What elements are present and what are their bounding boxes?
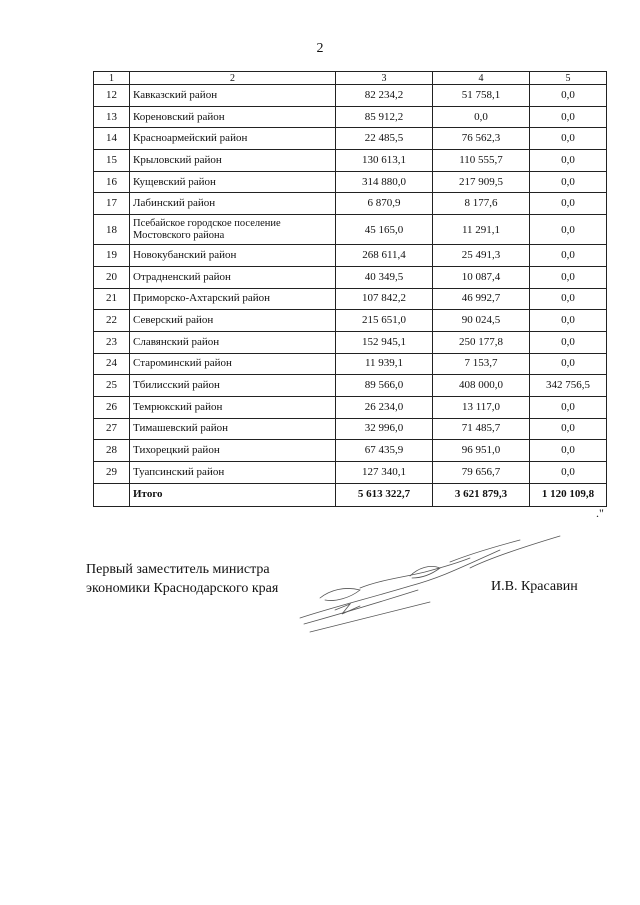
column-3-cell: 32 996,0 xyxy=(336,418,433,440)
column-5-cell: 0,0 xyxy=(530,331,607,353)
column-4-cell: 13 117,0 xyxy=(433,396,530,418)
total-row xyxy=(94,483,607,506)
column-5-cell: 0,0 xyxy=(530,440,607,462)
column-4-cell: 3 621 879,3 xyxy=(433,483,530,506)
header-cell: 1 xyxy=(94,72,130,85)
table-row xyxy=(94,150,607,172)
column-3-cell: 11 939,1 xyxy=(336,353,433,375)
table-row xyxy=(94,215,607,245)
column-3-cell: 107 842,2 xyxy=(336,288,433,310)
column-4-cell: 90 024,5 xyxy=(433,310,530,332)
table-row xyxy=(94,462,607,484)
row-number-cell: 13 xyxy=(94,106,130,128)
header-cell: 5 xyxy=(530,72,607,85)
column-3-cell: 130 613,1 xyxy=(336,150,433,172)
column-4-cell: 79 656,7 xyxy=(433,462,530,484)
row-number-cell: 21 xyxy=(94,288,130,310)
column-5-cell: 0,0 xyxy=(530,215,607,245)
district-name-cell: Отрадненский район xyxy=(130,266,336,288)
column-4-cell: 25 491,3 xyxy=(433,245,530,267)
row-number-cell: 17 xyxy=(94,193,130,215)
column-4-cell: 250 177,8 xyxy=(433,331,530,353)
table-row xyxy=(94,375,607,397)
column-3-cell: 89 566,0 xyxy=(336,375,433,397)
column-4-cell: 96 951,0 xyxy=(433,440,530,462)
column-3-cell: 152 945,1 xyxy=(336,331,433,353)
district-name-cell: Славянский район xyxy=(130,331,336,353)
column-5-cell: 0,0 xyxy=(530,418,607,440)
column-5-cell: 0,0 xyxy=(530,266,607,288)
closing-quote: ." xyxy=(596,506,604,520)
row-number-cell: 16 xyxy=(94,171,130,193)
row-number-cell: 12 xyxy=(94,85,130,107)
table-body xyxy=(94,72,607,507)
column-5-cell: 0,0 xyxy=(530,396,607,418)
column-3-cell: 82 234,2 xyxy=(336,85,433,107)
column-3-cell: 67 435,9 xyxy=(336,440,433,462)
row-number-cell: 15 xyxy=(94,150,130,172)
table-row xyxy=(94,266,607,288)
table-header-row xyxy=(94,72,607,85)
column-3-cell: 6 870,9 xyxy=(336,193,433,215)
district-name-cell: Приморско-Ахтарский район xyxy=(130,288,336,310)
row-number-cell: 26 xyxy=(94,396,130,418)
signer-title-line: Первый заместитель министра xyxy=(86,562,270,577)
column-4-cell: 11 291,1 xyxy=(433,215,530,245)
column-4-cell: 408 000,0 xyxy=(433,375,530,397)
column-5-cell: 0,0 xyxy=(530,462,607,484)
column-4-cell: 51 758,1 xyxy=(433,85,530,107)
column-3-cell: 40 349,5 xyxy=(336,266,433,288)
district-name-cell: Тбилисский район xyxy=(130,375,336,397)
district-name-cell: Кущевский район xyxy=(130,171,336,193)
row-number-cell: 24 xyxy=(94,353,130,375)
table-row xyxy=(94,171,607,193)
column-5-cell: 0,0 xyxy=(530,85,607,107)
header-cell: 2 xyxy=(130,72,336,85)
column-4-cell: 110 555,7 xyxy=(433,150,530,172)
district-name-cell: Кореновский район xyxy=(130,106,336,128)
district-name-cell: Тимашевский район xyxy=(130,418,336,440)
column-3-cell: 85 912,2 xyxy=(336,106,433,128)
table-row xyxy=(94,193,607,215)
row-number-cell: 28 xyxy=(94,440,130,462)
row-number-cell: 19 xyxy=(94,245,130,267)
column-5-cell: 342 756,5 xyxy=(530,375,607,397)
table-row xyxy=(94,331,607,353)
column-4-cell: 10 087,4 xyxy=(433,266,530,288)
signer-title xyxy=(86,560,278,598)
table-row xyxy=(94,353,607,375)
column-4-cell: 8 177,6 xyxy=(433,193,530,215)
column-4-cell: 71 485,7 xyxy=(433,418,530,440)
district-name-cell: Темрюкский район xyxy=(130,396,336,418)
column-4-cell: 217 909,5 xyxy=(433,171,530,193)
row-number-cell: 27 xyxy=(94,418,130,440)
column-5-cell: 1 120 109,8 xyxy=(530,483,607,506)
column-5-cell: 0,0 xyxy=(530,150,607,172)
district-name-cell: Красноармейский район xyxy=(130,128,336,150)
district-name-cell: Кавказский район xyxy=(130,85,336,107)
column-4-cell: 7 153,7 xyxy=(433,353,530,375)
column-3-cell: 22 485,5 xyxy=(336,128,433,150)
district-name-cell: Туапсинский район xyxy=(130,462,336,484)
table-row xyxy=(94,245,607,267)
table-row xyxy=(94,396,607,418)
row-number-cell xyxy=(94,483,130,506)
column-3-cell: 5 613 322,7 xyxy=(336,483,433,506)
data-table xyxy=(93,71,607,507)
signer-title-line: экономики Краснодарского края xyxy=(86,581,279,596)
row-number-cell: 25 xyxy=(94,375,130,397)
column-3-cell: 127 340,1 xyxy=(336,462,433,484)
column-4-cell: 46 992,7 xyxy=(433,288,530,310)
district-name-cell: Итого xyxy=(130,483,336,506)
page-number: 2 xyxy=(316,41,324,56)
column-5-cell: 0,0 xyxy=(530,310,607,332)
header-cell: 4 xyxy=(433,72,530,85)
table-row xyxy=(94,128,607,150)
column-5-cell: 0,0 xyxy=(530,171,607,193)
district-name-cell: Тихорецкий район xyxy=(130,440,336,462)
table-row xyxy=(94,288,607,310)
column-5-cell: 0,0 xyxy=(530,245,607,267)
column-5-cell: 0,0 xyxy=(530,128,607,150)
district-name-cell: Новокубанский район xyxy=(130,245,336,267)
district-name-cell: Староминский район xyxy=(130,353,336,375)
column-5-cell: 0,0 xyxy=(530,353,607,375)
row-number-cell: 18 xyxy=(94,215,130,245)
district-name-cell: Северский район xyxy=(130,310,336,332)
column-3-cell: 26 234,0 xyxy=(336,396,433,418)
header-cell: 3 xyxy=(336,72,433,85)
row-number-cell: 23 xyxy=(94,331,130,353)
row-number-cell: 14 xyxy=(94,128,130,150)
column-3-cell: 314 880,0 xyxy=(336,171,433,193)
column-3-cell: 45 165,0 xyxy=(336,215,433,245)
row-number-cell: 22 xyxy=(94,310,130,332)
column-3-cell: 215 651,0 xyxy=(336,310,433,332)
signer-name: И.В. Красавин xyxy=(491,579,578,594)
column-5-cell: 0,0 xyxy=(530,106,607,128)
table-row xyxy=(94,310,607,332)
column-3-cell: 268 611,4 xyxy=(336,245,433,267)
district-name-cell: Крыловский район xyxy=(130,150,336,172)
table-row xyxy=(94,106,607,128)
table-row xyxy=(94,85,607,107)
column-5-cell: 0,0 xyxy=(530,193,607,215)
column-4-cell: 76 562,3 xyxy=(433,128,530,150)
row-number-cell: 20 xyxy=(94,266,130,288)
row-number-cell: 29 xyxy=(94,462,130,484)
district-name-cell: Лабинский район xyxy=(130,193,336,215)
district-name-cell: Псебайское городское поселение Мостовского района xyxy=(130,215,336,245)
table-row xyxy=(94,440,607,462)
table-row xyxy=(94,418,607,440)
column-4-cell: 0,0 xyxy=(433,106,530,128)
column-5-cell: 0,0 xyxy=(530,288,607,310)
